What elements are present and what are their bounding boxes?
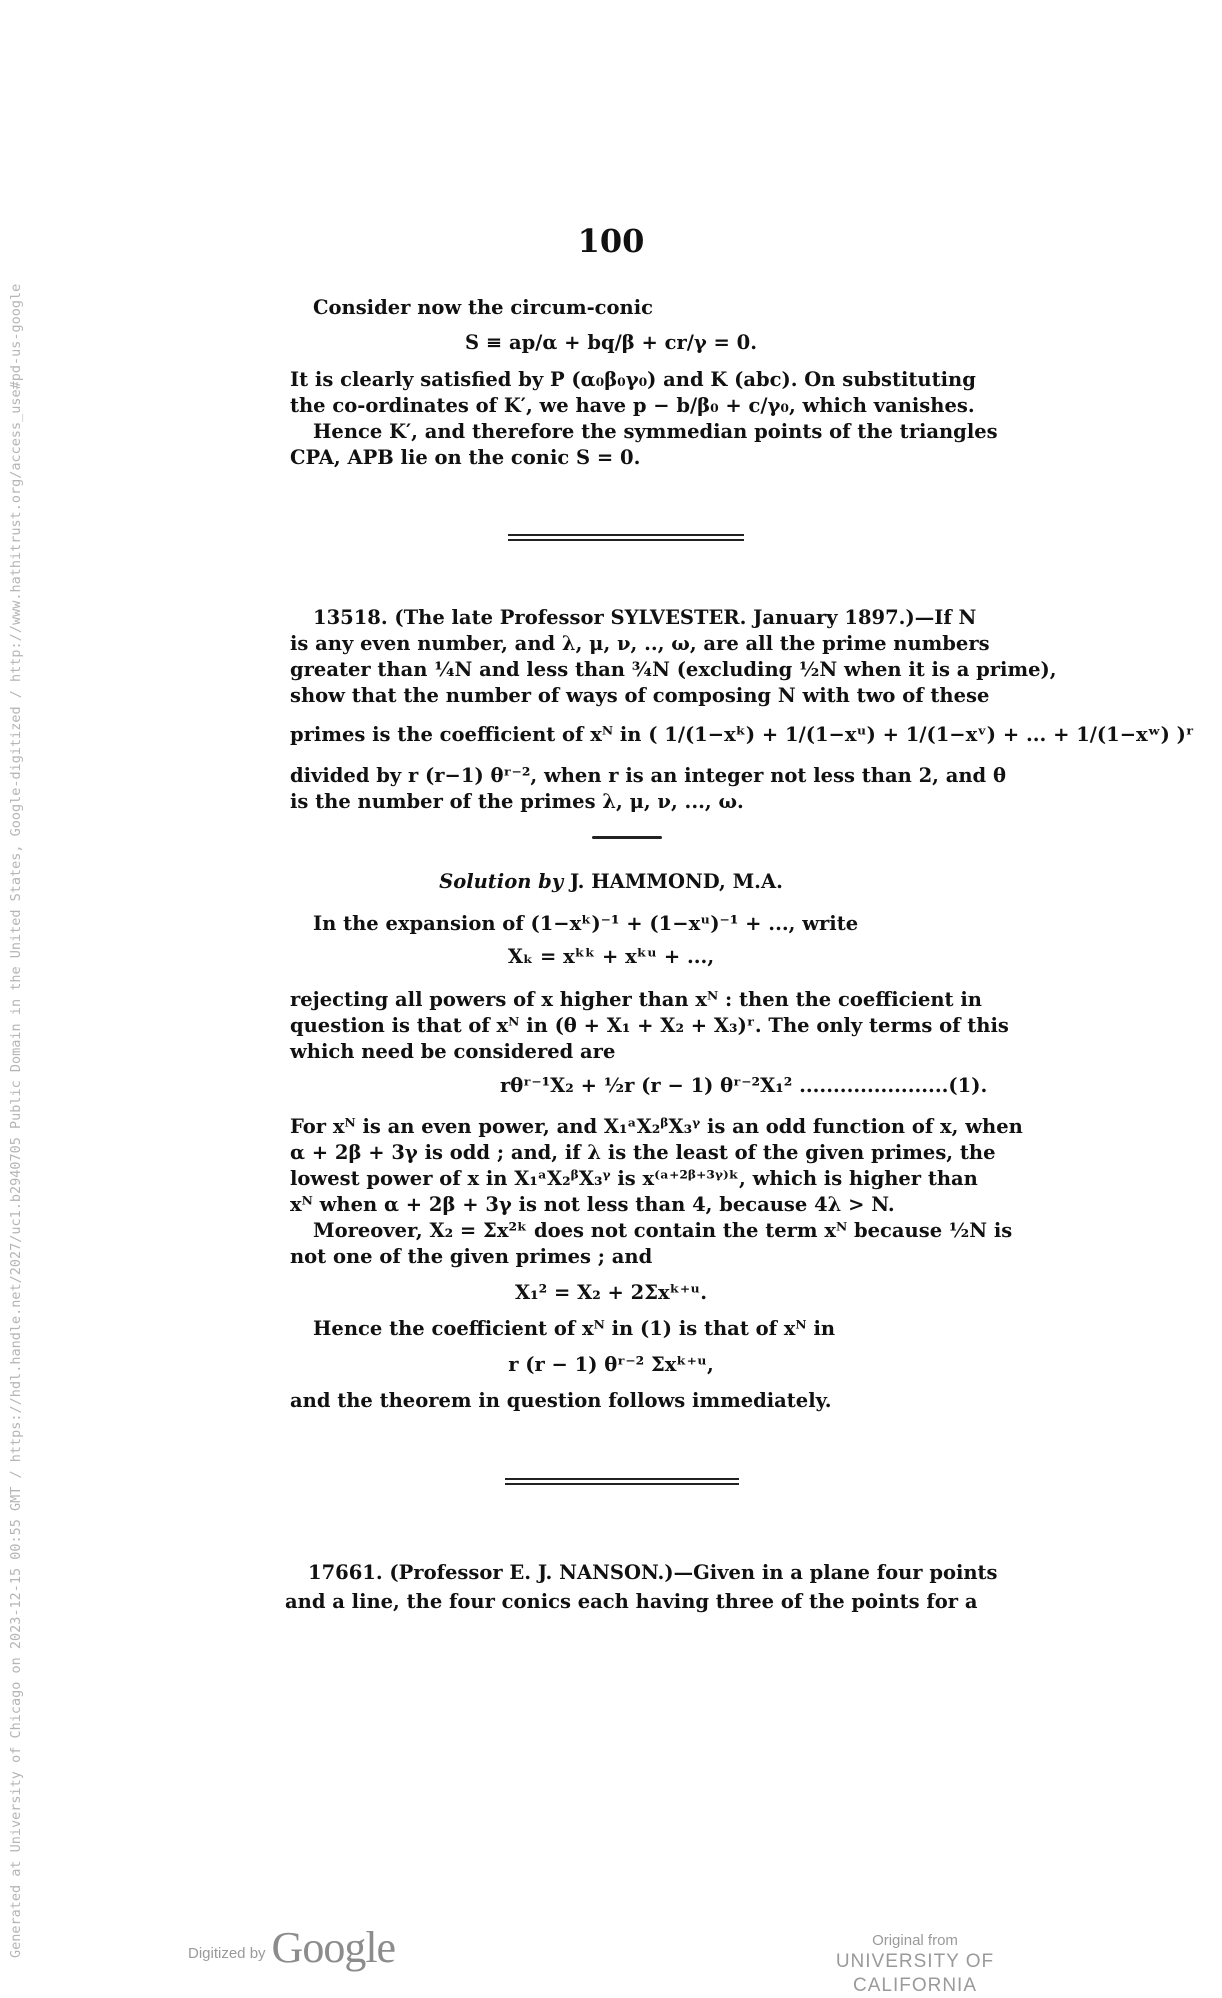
text-line: the co-ordinates of K′, we have p − b/β₀ + c/γ₀, which vanishes. [290, 394, 975, 417]
section-divider [508, 534, 744, 541]
problem-text-line: and a line, the four conics each having three of the points for a [285, 1590, 978, 1613]
problem-text-line: is the number of the primes λ, μ, ν, ..., ω. [290, 790, 744, 813]
text-line: Consider now the circum-conic [313, 296, 654, 319]
solution-text-line: not one of the given primes ; and [290, 1245, 653, 1268]
short-divider [592, 836, 662, 839]
problem-text-line: is any even number, and λ, μ, ν, .., ω, are all the prime numbers [290, 632, 990, 655]
original-from-watermark [780, 1932, 1050, 1998]
page-number: 100 [577, 222, 645, 260]
problem-text-line: greater than ¼N and less than ¾N (excluding ½N when it is a prime), [290, 658, 1057, 681]
section-divider [505, 1478, 739, 1485]
digitized-by-google-watermark [188, 1923, 396, 1972]
original-from-label: Original from [872, 1932, 958, 1949]
text-line: Hence K′, and therefore the symmedian points of the triangles [313, 420, 998, 443]
problem-text-line: divided by r (r−1) θʳ⁻², when r is an integer not less than 2, and θ [290, 764, 1006, 787]
solution-heading [0, 869, 1222, 895]
problem-text-line: 13518. (The late Professor SYLVESTER. January 1897.)—If N [313, 606, 977, 629]
solution-text-line: α + 2β + 3γ is odd ; and, if λ is the least of the given primes, the [290, 1141, 996, 1164]
solution-text-line: which need be considered are [290, 1040, 616, 1063]
digitized-by-label: Digitized by [188, 1945, 266, 1962]
solution-text-line: and the theorem in question follows immediately. [290, 1389, 832, 1412]
solution-author: J. HAMMOND, M.A. [569, 870, 783, 893]
equation-line: S ≡ ap/α + bq/β + cr/γ = 0. [465, 331, 757, 354]
text-line: CPA, APB lie on the conic S = 0. [290, 446, 641, 469]
problem-text-line: show that the number of ways of composing N with two of these [290, 684, 990, 707]
solution-text-line: rejecting all powers of x higher than xᴺ : then the coefficient in [290, 988, 982, 1011]
solution-heading-label: Solution by [439, 870, 564, 893]
solution-equation: rθʳ⁻¹X₂ + ½r (r − 1) θʳ⁻²X₁² ......................(1). [500, 1074, 988, 1097]
solution-equation: Xₖ = xᵏᵏ + xᵏᵘ + ..., [507, 945, 715, 968]
solution-text-line: Hence the coefficient of xᴺ in (1) is that of xᴺ in [313, 1317, 836, 1340]
solution-text-line: question is that of xᴺ in (θ + X₁ + X₂ + X₃)ʳ. The only terms of this [290, 1014, 1009, 1037]
problem-formula-line: primes is the coefficient of xᴺ in ( 1/(1−xᵏ) + 1/(1−xᵘ) + 1/(1−xᵛ) + ... + 1/(1−xʷ) )ʳ [290, 723, 1194, 746]
solution-text-line: lowest power of x in X₁ᵃX₂ᵝX₃ᵞ is x⁽ᵃ⁺²ᵝ⁺³ᵞ⁾ᵏ, which is higher than [290, 1167, 978, 1190]
solution-text-line: For xᴺ is an even power, and X₁ᵃX₂ᵝX₃ᵞ is an odd function of x, when [290, 1115, 1023, 1138]
solution-text-line: xᴺ when α + 2β + 3γ is not less than 4, because 4λ > N. [290, 1193, 895, 1216]
solution-equation: r (r − 1) θʳ⁻² Σxᵏ⁺ᵘ, [508, 1353, 714, 1376]
solution-text-line: In the expansion of (1−xᵏ)⁻¹ + (1−xᵘ)⁻¹ + ..., write [313, 912, 859, 935]
solution-text-line: Moreover, X₂ = Σx²ᵏ does not contain the term xᴺ because ½N is [313, 1219, 1013, 1242]
text-line: It is clearly satisfied by P (α₀β₀γ₀) and K (abc). On substituting [290, 368, 976, 391]
problem-text-line: 17661. (Professor E. J. NANSON.)—Given in a plane four points [308, 1561, 998, 1584]
university-label: UNIVERSITY OF CALIFORNIA [835, 1951, 995, 1996]
google-logo: Google [271, 1923, 396, 1972]
solution-equation: X₁² = X₂ + 2Σxᵏ⁺ᵘ. [514, 1281, 708, 1304]
margin-provenance-note: Generated at University of Chicago on 2023-12-15 00:55 GMT / https://hdl.handle.net/2027/uc1.b2940705 Public Domain in the United States, Google-digitized / http://www.hathitrust.org/access_use#pd-us-google [8, 283, 24, 1958]
